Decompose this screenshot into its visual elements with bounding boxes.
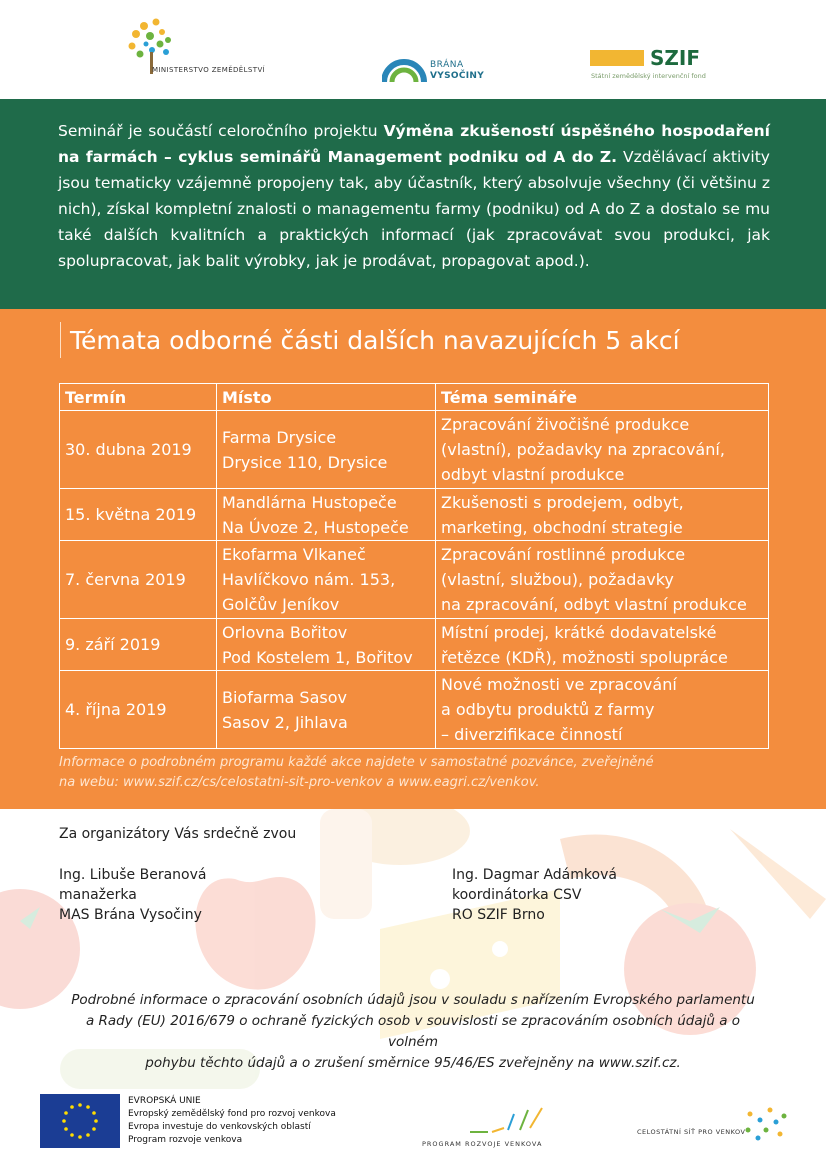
prv-logo-icon [468,1102,548,1136]
place-line: Drysice 110, Drysice [222,452,388,472]
topic-line: na zpracování, odbyt vlastní produkce [441,595,747,614]
topic-line: – diverzifikace činností [441,725,623,744]
topic-line: a odbytu produktů z farmy [441,700,655,719]
eu-text-line: Evropa investuje do venkovských oblastí [128,1122,311,1132]
info-note-line: Informace o podrobném programu každé akce najdete v samostatné pozvánce, zveřejněné [59,755,654,770]
row-date: 4. října 2019 [60,671,217,749]
row-date: 30. dubna 2019 [60,411,217,489]
row-place [217,489,436,541]
topic-line: (vlastní), požadavky na zpracování, [441,440,725,459]
gdpr-notice [60,990,766,1074]
invitation-text: Za organizátory Vás srdečně zvou [59,826,297,842]
table-header-row [60,384,769,411]
eu-text-line: Evropský zemědělský fond pro rozvoj venkova [128,1109,336,1119]
table-row [60,541,769,619]
header-topic: Téma semináře [436,384,769,411]
signatory-right [452,865,617,925]
topic-line: Zpracování rostlinné produkce [441,545,686,564]
szif-logo-subtitle: Státní zemědělský intervenční fond [591,72,706,80]
info-note-line: na webu: www.szif.cz/cs/celostatni-sit-pro-venkov a www.eagri.cz/venkov. [59,775,540,790]
row-place [217,671,436,749]
place-line: Mandlárna Hustopeče [222,492,397,512]
place-line: Golčův Jeníkov [222,595,340,614]
place-line: Havlíčkovo nám. 153, [222,570,396,589]
topic-line: Nové možnosti ve zpracování [441,675,677,694]
row-date: 7. června 2019 [60,541,217,619]
szif-logo-mark [590,50,644,66]
gdpr-line: a Rady (EU) 2016/679 o ochraně fyzických osob v souvislosti se zpracováním osobních údajů a o volném [85,1013,741,1050]
topic-line: Místní prodej, krátké dodavatelské [441,622,717,642]
ministry-tree-logo [122,16,282,86]
css-logo-text: CELOSTÁTNÍ SÍŤ PRO VENKOV [637,1128,746,1136]
topics-title: Témata odborné části dalších navazujících 5 akcí [70,326,680,355]
signatory-name: Ing. Libuše Beranová [59,867,207,883]
eu-flag-icon [40,1094,120,1148]
intro-project-name: Výměna zkušeností úspěšného hospodaření na farmách – cyklus seminářů Management podniku od A do Z. [58,122,770,166]
place-line: Farma Drysice [222,427,337,447]
topic-line: marketing, obchodní strategie [441,517,683,537]
row-topic [436,619,769,671]
place-line: Biofarma Sasov [222,687,347,707]
carrot-icon [730,829,826,919]
header-place: Místo [217,384,436,411]
place-line: Na Úvoze 2, Hustopeče [222,517,409,537]
topic-line: (vlastní, službou), požadavky [441,570,674,589]
topic-line: odbyt vlastní produkce [441,465,625,484]
place-line: Orlovna Bořitov [222,622,348,642]
intro-text-part2: Vzdělávací aktivity jsou tematicky vzájemně propojeny tak, aby účastník, který absolvuje všechny (či většinu z nich), získal kompletní znalosti o managementu farmy (podniku) od A do Z a dostalo se mu také dalších kvalitních a praktických informací (jak zpracovávat svou produkci, jak spolupracovat, jak balit výrobky, jak je prodávat, propagovat apod.). [58,148,770,270]
table-row [60,619,769,671]
row-topic [436,671,769,749]
gdpr-line: pohybu těchto údajů a o zrušení směrnice 95/46/ES zveřejněny na www.szif.cz. [145,1055,681,1071]
title-rule [60,322,61,358]
row-topic [436,411,769,489]
row-place [217,541,436,619]
row-place [217,619,436,671]
gdpr-line: Podrobné informace o zpracování osobních údajů jsou v souladu s nařízením Evropského parlamentu [71,992,755,1008]
signatory-left [59,865,206,925]
row-date: 15. května 2019 [60,489,217,541]
brana-logo-line1: BRÁNA [430,60,464,70]
szif-logo-name: SZIF [650,46,701,70]
program-info-note [59,753,719,793]
eu-text-line: EVROPSKÁ UNIE [128,1096,201,1106]
intro-text-part1: Seminář je součástí celoročního projektu [58,122,384,140]
signatory-role: manažerka [59,887,137,903]
table-row [60,411,769,489]
intro-text [58,118,770,274]
header-date: Termín [60,384,217,411]
place-line: Pod Kostelem 1, Bořitov [222,647,413,667]
topic-line: Zkušenosti s prodejem, odbyt, [441,492,684,512]
eu-funding-text [128,1095,336,1147]
signatory-role: koordinátorka CSV [452,887,582,903]
table-row [60,671,769,749]
signatory-org: RO SZIF Brno [452,907,545,923]
ministry-logo-text: MINISTERSTVO ZEMĚDĚLSTVÍ [152,66,266,74]
topic-line: řetězce (KDŘ), možnosti spolupráce [441,647,728,667]
apple-icon [195,877,315,990]
row-place [217,411,436,489]
signatory-name: Ing. Dagmar Adámková [452,867,617,883]
row-topic [436,541,769,619]
bottle-icon [320,809,372,919]
css-logo-icon [740,1104,790,1148]
signatory-org: MAS Brána Vysočiny [59,907,202,923]
row-topic [436,489,769,541]
brana-logo-line2: VYSOČINY [430,71,485,81]
place-line: Sasov 2, Jihlava [222,712,348,732]
table-row [60,489,769,541]
place-line: Ekofarma Vlkaneč [222,545,366,564]
seminar-schedule-table [59,383,769,749]
topic-line: Zpracování živočišné produkce [441,415,690,434]
row-date: 9. září 2019 [60,619,217,671]
prv-logo-text: PROGRAM ROZVOJE VENKOVA [422,1140,543,1148]
eu-text-line: Program rozvoje venkova [128,1135,243,1145]
